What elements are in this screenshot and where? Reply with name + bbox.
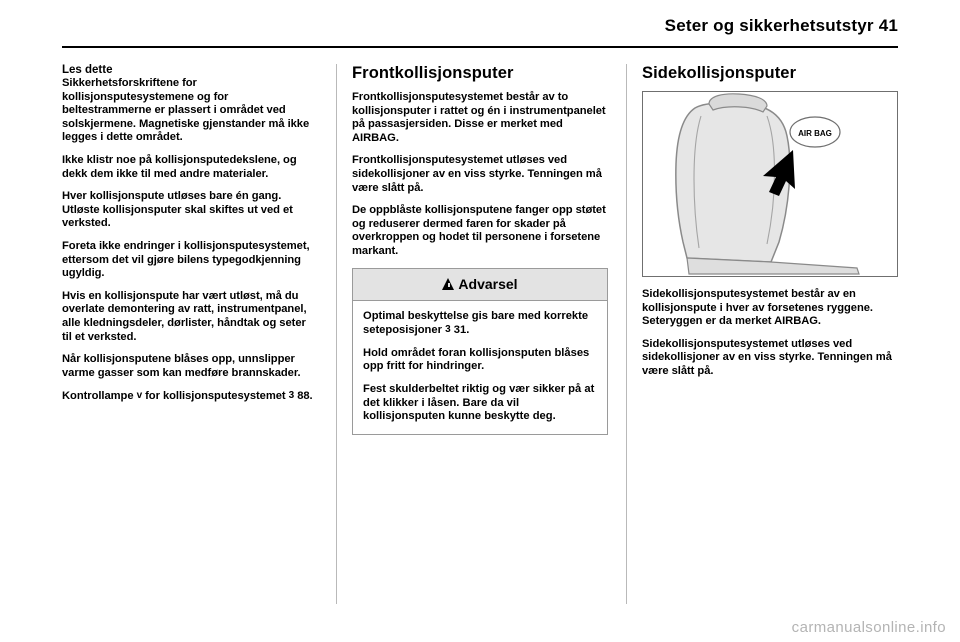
column-divider-1 bbox=[336, 64, 337, 604]
right-section-title: Sidekollisjonsputer bbox=[642, 64, 797, 82]
left-paragraph-6: Når kollisjonsputene blåses opp, unnslipper varme gasser som kan medføre brannskader. bbox=[62, 353, 301, 379]
page-header bbox=[62, 16, 898, 50]
airbag-badge bbox=[790, 117, 840, 147]
warning-paragraph-2: Hold området foran kollisjonsputen blåses opp fritt for hindringer. bbox=[363, 346, 590, 373]
column-divider-2 bbox=[626, 64, 627, 604]
header-divider bbox=[62, 46, 898, 48]
page-title bbox=[665, 16, 898, 36]
warning-paragraph-1: Optimal beskyttelse gis bare med korrekte seteposisjoner 3 31. bbox=[363, 309, 589, 337]
warning-heading bbox=[353, 269, 607, 301]
warning-body bbox=[353, 301, 607, 434]
left-paragraph-2: Ikke klistr noe på kollisjonsputedekslene, og dekk dem ikke til med andre materialer. bbox=[62, 153, 297, 180]
middle-paragraph-2: Frontkollisjonsputesystemet utløses ved sidekollisjoner av en viss styrke. Tenningen må være slått på. bbox=[352, 154, 602, 194]
page-columns bbox=[62, 64, 898, 604]
left-paragraph-3: Hver kollisjonspute utløses bare én gang. Utløste kollisjonsputer skal skiftes ut ved et verksted. bbox=[62, 190, 293, 230]
footer-watermark: carmanualsonline.info bbox=[791, 619, 946, 636]
left-paragraph-7: Kontrollampe v for kollisjonsputesystemet 3 88. bbox=[62, 390, 313, 403]
page-number: 41 bbox=[878, 16, 898, 35]
warning-paragraph-3: Fest skulderbeltet riktig og vær sikker på at det klikker i låsen. Bare da vil kollisjonsputen kunne beskytte deg. bbox=[363, 382, 595, 423]
middle-paragraph-1: Frontkollisjonsputesystemet består av to kollisjonsputer i rattet og én i instrumentpanelet på passasjersiden. Disse er merket med AIRBAG. bbox=[352, 91, 606, 144]
column-left bbox=[62, 64, 318, 604]
column-middle bbox=[352, 64, 608, 604]
middle-section-title: Frontkollisjonsputer bbox=[352, 64, 514, 82]
left-subtitle: Les dette bbox=[62, 64, 113, 76]
column-right bbox=[642, 64, 898, 604]
left-paragraph-4: Foreta ikke endringer i kollisjonsputesystemet, ettersom det vil gjøre bilens typegodkjenning ugyldig. bbox=[62, 239, 310, 280]
left-paragraph-1: Sikkerhetsforskriftene for kollisjonsputesystemene og for beltestrammerne er plassert i området ved solskjermene. Magnetiske gjenstander må ikke legges i dette området. bbox=[62, 77, 310, 144]
front-seat-side-airbag-illustration bbox=[642, 91, 898, 277]
airbag-badge-text: AIR BAG bbox=[798, 129, 832, 138]
right-paragraph-2: Sidekollisjonsputesystemet utløses ved sidekollisjoner av en viss styrke. Tenningen må være slått på. bbox=[642, 337, 892, 377]
warning-box bbox=[352, 268, 608, 435]
page-title-text: Seter og sikkerhetsutstyr bbox=[664, 16, 874, 35]
warning-triangle-icon bbox=[442, 278, 455, 290]
seat-diagram-svg bbox=[643, 92, 897, 276]
middle-paragraph-3: De oppblåste kollisjonsputene fanger opp støtet og reduserer dermed faren for skader på overkroppen og hodet til personene i forsetene markant. bbox=[352, 204, 606, 257]
left-paragraph-5: Hvis en kollisjonspute har vært utløst, må du overlate demontering av ratt, instrumentpanel, alle kledningsdeler, dørlister, håndtak og seter til et verksted. bbox=[62, 289, 307, 343]
right-paragraph-1: Sidekollisjonsputesystemet består av en kollisjonspute i hver av forsetenes ryggene. Seteryggen er da merket AIRBAG. bbox=[642, 288, 873, 328]
warning-heading-text: Advarsel bbox=[458, 275, 518, 292]
